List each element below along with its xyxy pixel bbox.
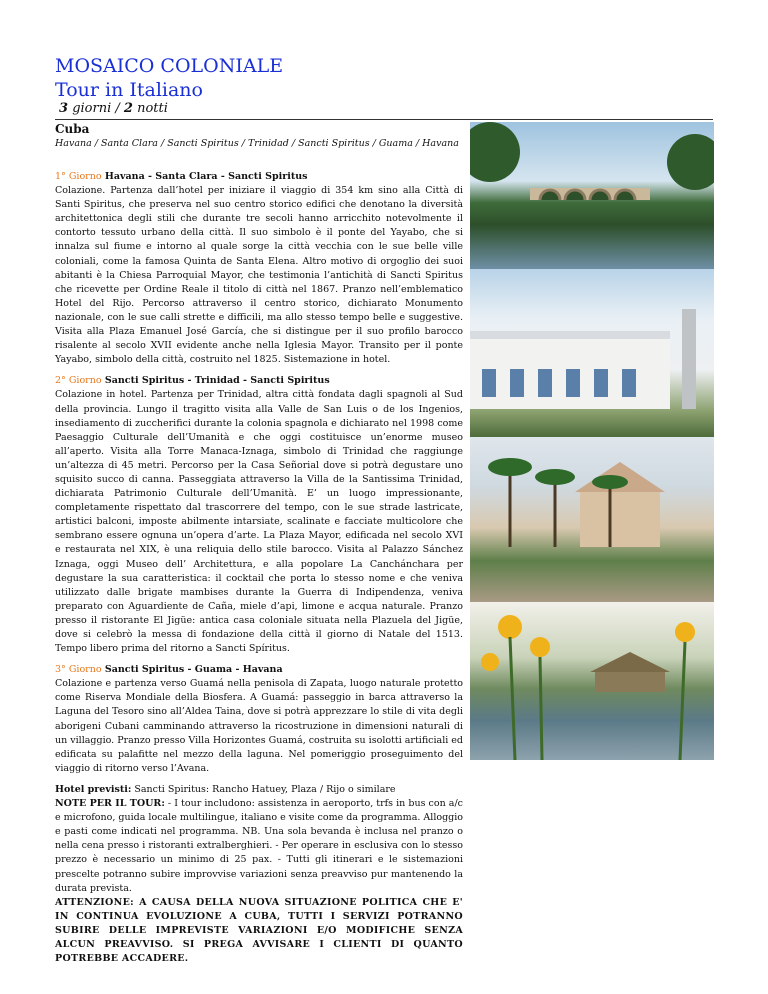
itinerary-column <box>55 170 463 966</box>
hotels-label: Hotel previsti: <box>55 783 132 795</box>
hotels-section <box>55 783 463 797</box>
tour-notes <box>55 797 463 896</box>
days-count: 3 <box>59 101 69 116</box>
plaza-illustration <box>470 437 714 602</box>
day-2-number: 2° Giorno <box>55 375 102 387</box>
notes-label: NOTE PER IL TOUR: <box>55 798 165 810</box>
notes-text: - I tour includono: assistenza in aeroporto, trfs in bus con a/c e microfono, guida locale multilingue, italiano e visite come da programma. Alloggio e pasti come indicati nel programma. NB. Una sola bevanda è inclusa nel pranzo o nella cena presso i ristoranti extralberghieri. - Per operare in esclusiva con lo stesso prezzo è necessario un minimo di 25 pax. - Tutti gli itinerari e le sistemazioni prescelte potranno subire improvvise variazioni senza preavviso pur mantenendo la durata prevista. <box>55 798 463 894</box>
day-1-description: Colazione. Partenza dall’hotel per iniziare il viaggio di 354 km sino alla Città di Santi Spiritus, che preserva nel suo centro storico edifici che denotano la diversità architettonica degli stili che durante tre secoli hanno arricchito notevolmente il contorto tessuto urbano della città. Il suo simbolo è il ponte del Yayabo, che si innalza sul fiume e intorno al quale sorge la città vecchia con le sue belle ville coloniali, come la famosa Quinta de Santa Elena. Altro motivo di orgoglio dei suoi abitanti è la Chiesa Parroquial Mayor, che testimonia l’antichità di Sancti Spiritus che ricevette per Ordine Reale il titolo di città nel 1867. Pranzo nell’emblematico Hotel del Rijo. Percorso attraverso il centro storico, dichiarato Monumento nazionale, con le sue calli strette e difficili, ma allo stesso tempo belle e suggestive. Visita alla Plaza Emanuel José García, che si distingue per il suo profilo barocco risalente al secolo XVII evidente anche nella Iglesia Mayor. Transito per il ponte Yayabo, simbolo della città, costruito nel 1825. Sistemazione in hotel. <box>55 185 463 366</box>
bridge-illustration <box>470 122 714 269</box>
nights-count: 2 <box>123 101 133 116</box>
day-1-number: 1° Giorno <box>55 171 102 182</box>
day-2-heading <box>55 374 463 388</box>
day-2-title: Sancti Spiritus - Trinidad - Sancti Spiritus <box>104 375 330 387</box>
nights-label: notti <box>137 101 168 116</box>
lagoon-photo <box>470 602 714 760</box>
route-line: Havana / Santa Clara / Sancti Spiritus / Trinidad / Sancti Spiritus / Guama / Havana <box>55 138 459 149</box>
day-3 <box>55 663 463 776</box>
day-2-description: Colazione in hotel. Partenza per Trinidad, altra città fondata dagli spagnoli al Sud della provincia. Lungo il tragitto visita alla Valle de San Luis o de los Ingenios, insediamento di zuccherifici durante la colonia spagnola e dichiarato nel 1998 come Paesaggio Culturale dell’Umanità e che oggi costituisce un’enorme museo all’aperto. Visita alla Torre Manaca-Iznaga, simbolo di Trinidad che raggiunge un’altezza di 45 metri. Percorso per la Casa Señorial dove si potrà degustare uno squisito succo di canna. Passeggiata attraverso la Villa de la Santissima Trinidad, dichiarata Patrimonio Culturale dell’Umanità. E’ un luogo impressionante, completamente rispettato dal trascorrere del tempo, con le sue strade lastricate, artistici balconi, imposte abilmente intarsiate, scalinate e facciate multicolore che sembrano essere ognuna un’opera d’arte. La Plaza Mayor, edificada nel secolo XVI e restaurata nel XIX, è una reliquia dello stile barocco. Visita al Palazzo Sánchez Iznaga, oggi Museo dell’ Architettura, e alla popolare La Canchánchara per degustare la sua caratteristica: il cocktail che porta lo stesso nome e che veniva utilizzato dalle brigate mambises durante la Guerra di Indipendenza, veniva preparato con Aguardiente de Caña, miele d’api, limone e acqua naturale. Pranzo presso il ristorante El Jigüe: antica casa coloniale situata nella Plazuela del Jigüe, dove si celebrò la messa di fondazione della città il giorno di Natale del 1513. Tempo libero prima del ritorno a Sancti Spíritus. <box>55 389 463 655</box>
day-1 <box>55 170 463 367</box>
lagoon-illustration <box>470 602 714 760</box>
hotels-text: Sancti Spiritus: Rancho Hatuey, Plaza / Rijo o similare <box>134 783 396 795</box>
day-3-title: Sancti Spiritus - Guama - Havana <box>104 664 283 676</box>
warning-notice: ATTENZIONE: A CAUSA DELLA NUOVA SITUAZIONE POLITICA CHE E' IN CONTINUA EVOLUZIONE A CUBA, TUTTI I SERVIZI POTRANNO SUBIRE DELLE IMPREVISTE VARIAZIONI E/O MODIFICHE SENZA ALCUN PREAVVISO. SI PREGA AVVISARE I CLIENTI DI QUANTO POTREBBE ACCADERE. <box>55 896 463 965</box>
page-title: MOSAICO COLONIALE <box>55 55 284 77</box>
page-subtitle: Tour in Italiano <box>55 79 203 101</box>
header-divider <box>55 119 713 120</box>
day-3-number: 3° Giorno <box>55 664 102 676</box>
tour-duration <box>59 101 168 116</box>
plaza-photo <box>470 437 714 602</box>
day-3-description: Colazione e partenza verso Guamá nella penisola di Zapata, luogo naturale protetto come Riserva Mondiale della Biosfera. A Guamá: passeggio in barca attraverso la Laguna del Tesoro sino all’Aldea Taina, dove si potrà apprezzare lo stile di vita degli aborigeni Cubani camminando attraverso la ricostruzione in dimensioni naturali di un villaggio. Pranzo presso Villa Horizontes Guamá, costruita su isolotti artificiali ed edificata su palafitte nel mezzo della laguna. Nel pomeriggio proseguimento del viaggio di ritorno verso l’Avana. <box>55 678 463 774</box>
photo-column <box>470 122 714 760</box>
day-1-heading <box>55 170 463 184</box>
day-3-heading <box>55 663 463 677</box>
day-2 <box>55 374 463 656</box>
days-label: giorni / <box>72 101 120 116</box>
bridge-photo <box>470 122 714 269</box>
day-1-title: Havana - Santa Clara - Sancti Spiritus <box>104 171 308 182</box>
country-title: Cuba <box>55 122 90 136</box>
colonial-building-photo <box>470 269 714 437</box>
building-illustration <box>470 269 714 437</box>
